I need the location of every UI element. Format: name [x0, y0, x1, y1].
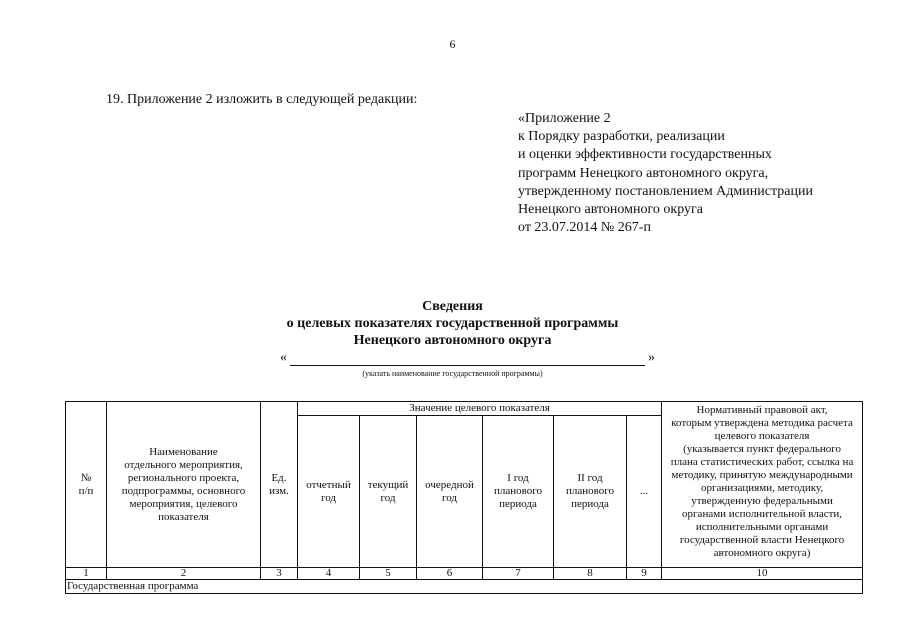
- program-row: [66, 580, 863, 594]
- heading-line: Ненецкого автономного округа: [353, 333, 552, 348]
- appendix-line: от 23.07.2014 № 267-п: [518, 220, 651, 236]
- appendix-line: Ненецкого автономного округа: [518, 202, 703, 218]
- program-name-hint: (указать наименование государственной программы): [362, 369, 543, 378]
- appendix-reference: [518, 110, 813, 237]
- appendix-line: к Порядку разработки, реализации: [518, 129, 725, 145]
- header-value-text: II год планового периода: [565, 472, 614, 510]
- header-value-plan-year-2: [554, 416, 627, 568]
- close-quote: »: [648, 350, 655, 365]
- heading-title: Сведения: [422, 299, 483, 314]
- header-normative-act-text: Нормативный правовой акт, которым утверждена методика расчета целевого показателя (указывается пункт федерального плана статистических работ, ссылка на методику, принятую международными организациями, методику, утвержденную федеральными органами исполнительной власти, исполнительными органами государственной власти Ненецкого автономного округа): [670, 404, 854, 559]
- column-number-cell: 6: [417, 568, 483, 580]
- page-number: 6: [449, 37, 456, 51]
- header-name: [107, 402, 261, 568]
- appendix-line: программ Ненецкого автономного округа,: [518, 165, 769, 181]
- appendix-line: и оценки эффективности государственных: [518, 147, 772, 163]
- column-number-cell: 5: [360, 568, 417, 580]
- column-number-cell: 10: [662, 568, 863, 580]
- column-number-cell: 8: [554, 568, 627, 580]
- header-group-values: Значение целевого показателя: [298, 402, 662, 416]
- column-number-cell: 7: [483, 568, 554, 580]
- header-value-text: отчетный год: [306, 478, 351, 504]
- appendix-line: утвержденному постановлением Администрации: [518, 183, 813, 199]
- header-normative-act: [662, 402, 863, 568]
- header-unit: [261, 402, 298, 568]
- header-value-plan-year-1: [483, 416, 554, 568]
- indicators-table: [65, 401, 863, 594]
- open-quote: «: [280, 350, 287, 365]
- header-value-ellipsis: [627, 416, 662, 568]
- header-unit-text: Ед. изм.: [269, 471, 289, 497]
- amendment-intro: 19. Приложение 2 изложить в следующей редакции:: [106, 92, 418, 107]
- header-name-text: Наименование отдельного мероприятия, регионального проекта, подпрограммы, основного мероприятия, целевого показателя: [121, 445, 246, 523]
- header-number-text: № п/п: [78, 471, 94, 497]
- header-value-current-year: [360, 416, 417, 568]
- header-value-text: текущий год: [367, 478, 409, 504]
- blank-underline: [290, 365, 645, 366]
- column-number-cell: 9: [627, 568, 662, 580]
- header-value-text: I год планового периода: [493, 472, 542, 510]
- program-name-blank: [280, 350, 655, 368]
- header-value-reporting-year: [298, 416, 360, 568]
- column-numbers-row: [66, 568, 863, 580]
- document-heading: [0, 298, 905, 349]
- header-value-text: ...: [639, 485, 649, 497]
- header-value-text: очередной год: [425, 478, 474, 504]
- header-value-next-year: [417, 416, 483, 568]
- header-number: [66, 402, 107, 568]
- column-number-cell: 2: [107, 568, 261, 580]
- column-number-cell: 3: [261, 568, 298, 580]
- column-number-cell: 4: [298, 568, 360, 580]
- column-number-cell: 1: [66, 568, 107, 580]
- program-row-label: Государственная программа: [66, 580, 863, 594]
- heading-line: о целевых показателях государственной программы: [286, 316, 619, 331]
- appendix-line: «Приложение 2: [518, 111, 611, 126]
